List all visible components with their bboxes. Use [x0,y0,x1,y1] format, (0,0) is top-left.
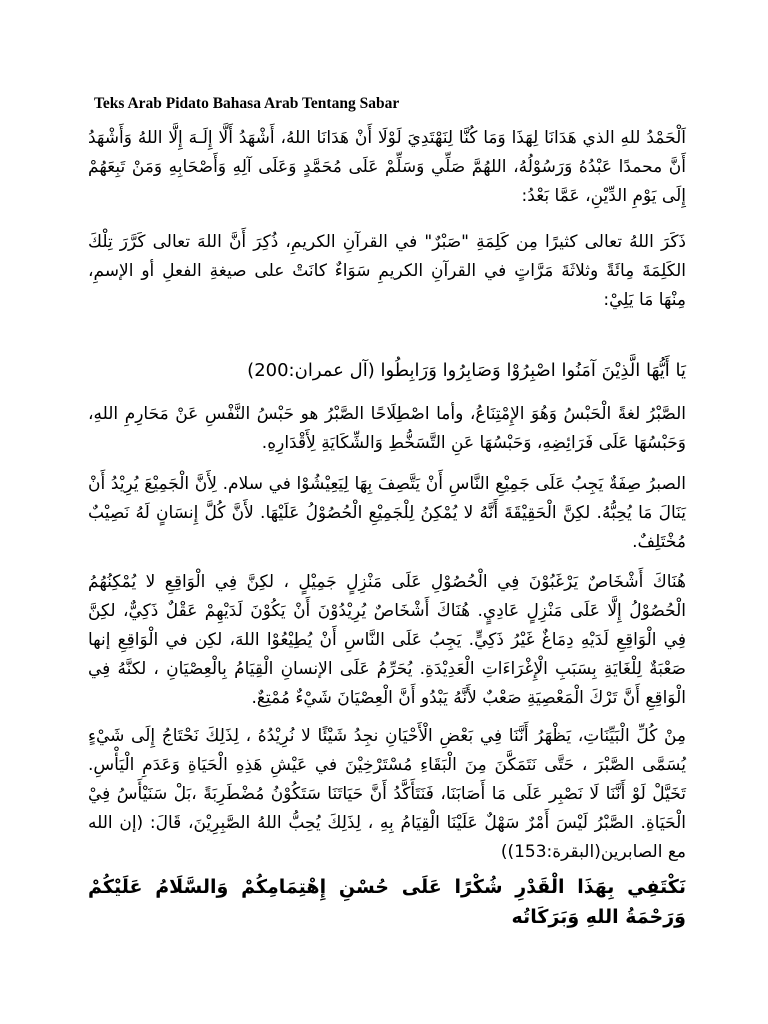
opening-paragraph: اَلْحَمْدُ للهِ الذي هَدَانَا لِهَذَا وَمَا كُنَّا لِنَهْتَدِيَ لَوْلَا أَنْ هَدَانَا اللهُ، أَشْهَدُ أَلَّا إِلَـهَ إِلَّا اللهُ وَأَشْهَدُ أَنَّ محمدًا عَبْدُهُ وَرَسُوْلُهُ، اللهُمَّ صَلِّي وَسَلِّمْ عَلَى مُحَمَّدٍ وَعَلَى آلِهِ وَأَصْحَابِهِ وَمَنْ تَبِعَهُمْ إِلَى يَوْمِ الدِّيْنِ، عَمَّا بَعْدُ: [88,128,686,206]
paragraph-conclusion: مِنْ كُلِّ الْبَيِّنَاتِ، يَظْهَرُ أَنَّنَا فِي بَعْضِ الْأَحْيَانِ نجِدُ شَيْئًا لا نُرِيْدُهُ ، لِذَلِكَ نَحْتَاجُ إِلَى شَيْءٍ يُسَمَّى الصَّبْرَ ، حَتَّى نَتَمَكَّنَ مِنَ الْبَقَاءِ مُسْتَرْخِيْنَ في عَيْشِ هَذِهِ الْحَيَاةِ وَعَدَمِ الْيَأْسِ. تَخَيَّلْ لَوْ أَنَّنَا لَا نَصْبِر عَلَى مَا أَصَابَنَا، فَنَتَأَكَّدُ أَنَّ حَيَاتَنَا سَتَكُوْنُ مُضْطَرِبَةً ،بَلْ سَنَيْأَسُ فِيْ الْحَيَاةِ. الصَّبْرُ لَيْسَ أَمْرٌ سَهْلٌ عَلَيْنَا الْقِيَامُ بِهِ ، لِذَلِكَ يُحِبُّ اللهُ الصَّبِرِيْنَ، قَالَ: (إن الله مع الصابرين(البقرة:153)) [88,726,686,862]
quran-verse-al-imran: يَا أَيُّهَا الَّذِيْنَ آمَنُوا اصْبِرُوْا وَصَابِرُوا وَرَابِطُوا (آل عمران:200) [247,360,686,381]
document-title: Teks Arab Pidato Bahasa Arab Tentang Sabar [94,95,400,112]
paragraph-examples: هُنَاكَ أَشْخَاصٌ يَرْغَبُوْنَ فِي الْحُصُوْلِ عَلَى مَنْزِلٍ جَمِيْلٍ ، لكِنَّ فِي الْوَاقِعِ لا يُمْكِنُهُمُ الْحُصُوْلُ إِلَّا عَلَى مَنْزِلٍ عَادِيٍ. هُنَاكَ أَشْخَاصٌ يُرِيْدُوْنَ أَنْ يَكُوْنَ لَدَيْهِمْ عَقْلٌ ذَكِيٌّ، لكِنَّ فِي الْوَاقِعِ لَدَيْهِ دِمَاغٌ غَيْرُ ذَكِيٍّ. يَجِبُ عَلَى النَّاسِ أَنْ يُطِيْعُوْا اللهَ، لكِن في الْوَاقِعِ إنها صَعْبَةٌ لِلْغَايَةِ بِسَبَبِ الْإِغْرَاءَاتِ الْعَدِيْدَةِ. يُحَرِّمُ عَلَى الإنسانِ الْقِيَامُ بِالْعِصْيَانِ ، لكنَّهُ فِي الْوَاقِعِ أَنَّ تَرْكَ الْمَعْصِيَةِ صَعْبٌ لأَنَّهُ يَبْدُو أَنَّ الْعِصْيَانَ شَيْءٌ مُمْتِعٌ. [88,572,686,708]
paragraph-sabr-in-quran: ذَكَرَ اللهُ تعالى كثيرًا مِن كَلِمَةِ "صَبْرٌ" في القرآنِ الكريمِ، ذُكِرَ أَنَّ اللهَ تعالى كَرَّرَ تِلْكَ الكَلِمَةَ مِائَةً وثلاثَةَ مَرَّاتٍ في القرآنِ الكريمِ سَوَاءٌ كانَتْ على صيغةِ الفعلِ أو الإسمِ، مِنْهَا مَا يَلِيْ: [88,232,686,310]
paragraph-sabr-definition: الصَّبْرُ لغةً الْحَبْسُ وَهُوَ الإِمْتِنَاعُ، وأما اصْطِلَاحًا الصَّبْرُ هو حَبْسُ النَّفْسِ عَنْ مَحَارِمِ اللهِ، وَحَبْسُهَا عَلَى فَرَائِضِهِ، وَحَبْسُهَا عَنِ التَّسَخُّطِ وَالشِّكَايَةِ لِأَقْدَارِهِ. [88,404,686,453]
closing-paragraph: نَكْتَفِي بِهَذَا الْقَدْرِ شُكْرًا عَلَى حُسْنِ إِهْتِمَامِكُمْ وَالسَّلَامُ عَلَيْكُمْ وَرَحْمَةُ اللهِ وَبَرَكَاتُه [88,876,686,928]
paragraph-sabr-attribute: الصبرُ صِفَةٌ يَجِبُ عَلَى جَمِيْعِ النَّاسِ أَنْ يَتَّصِفَ بِهَا لِيَعِيْشُوْا في سلام. لِأَنَّ الْجَمِيْعَ يُرِيْدُ أَنْ يَنَالَ مَا يُحِبُّهُ. لكِنَّ الْحَقِيْقَةَ أَنَّهُ لا يُمْكِنُ لِلْجَمِيْعِ الْحُصُوْلُ عَلَيْهَا. لأَنَّ كُلَّ إِنسَانٍ لَهُ نَصِيْبٌ مُخْتَلِفٌ. [88,474,686,552]
